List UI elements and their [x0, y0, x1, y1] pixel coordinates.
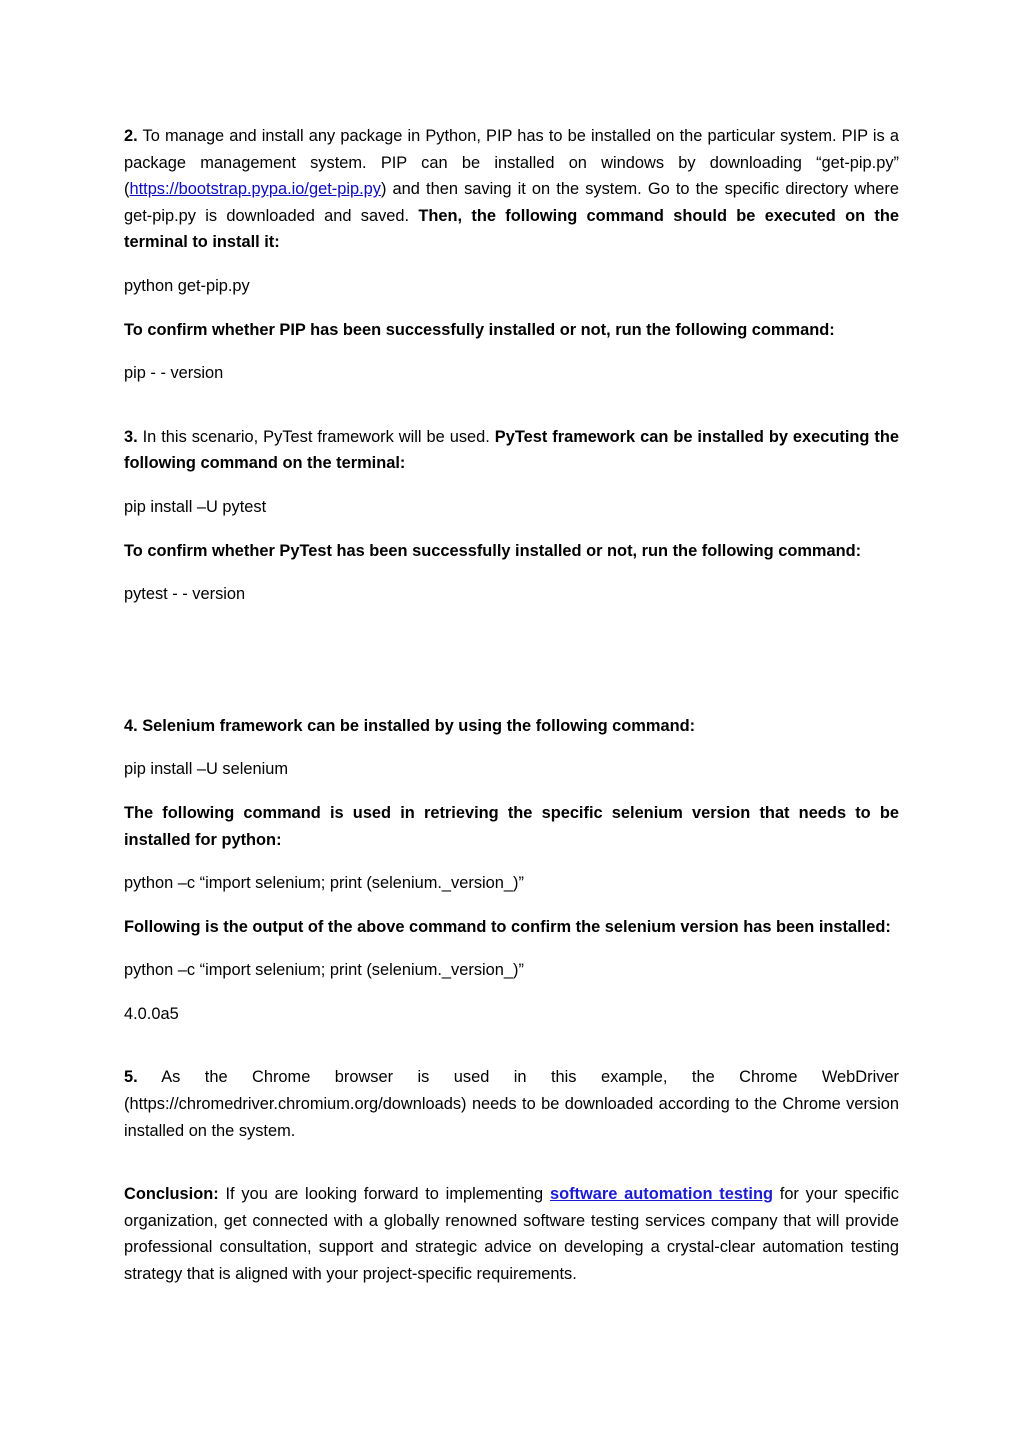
step-2-paragraph [124, 123, 899, 256]
step-2-text-2: ) and then saving it on the system. Go to the specific directory where get-pip.py is downloaded and saved. [124, 180, 899, 225]
software-automation-testing-link[interactable]: software automation testing [549, 1185, 773, 1204]
step-3-confirm-command: pytest - - version [124, 585, 246, 604]
step-3-bold-instruction: PyTest framework can be installed by executing the following command on the terminal: [124, 427, 899, 473]
step-4-command: pip install –U selenium [124, 760, 288, 779]
conclusion-text-1: If you are looking forward to implementing [218, 1185, 550, 1204]
document-page [124, 123, 899, 1288]
step-5-paragraph [124, 1064, 899, 1144]
step-4-heading: 4. Selenium framework can be installed by using the following command: [124, 716, 696, 735]
step-4-version-instruction: The following command is used in retrieving the specific selenium version that needs to be installed for python: [124, 803, 899, 849]
step-2-bold-instruction: Then, the following command should be executed on the terminal to install it: [124, 206, 899, 252]
step-5-number: 5. [124, 1068, 138, 1087]
get-pip-link[interactable]: https://bootstrap.pypa.io/get-pip.py [129, 180, 381, 199]
step-4-output-command: python –c “import selenium; print (selenium._version_)” [124, 961, 524, 980]
step-2-confirm-instruction: To confirm whether PIP has been successfully installed or not, run the following command: [124, 320, 835, 339]
step-2-command: python get-pip.py [124, 276, 250, 295]
step-4-version-command: python –c “import selenium; print (selenium._version_)” [124, 874, 524, 893]
step-3-command: pip install –U pytest [124, 497, 267, 516]
step-3-paragraph [124, 424, 899, 477]
step-2-number: 2. [124, 127, 138, 145]
step-3-text-1: In this scenario, PyTest framework will be used. [137, 427, 495, 446]
step-2-text-1: To manage and install any package in Python, PIP has to be installed on the particular system. PIP is a package management system. PIP can be installed on windows by downloading “get-pip.py” ( [124, 127, 899, 199]
conclusion-text-2: for your specific organization, get connected with a globally renowned software testing services company that will provide professional consultation, support and strategic advice on developing a crystal-clear automation testing strategy that is aligned with your project-specific requirements. [124, 1185, 900, 1284]
step-4-output-value: 4.0.0a5 [124, 1004, 179, 1023]
conclusion-label: Conclusion: [124, 1185, 219, 1204]
step-5-text: As the Chrome browser is used in this example, the Chrome WebDriver (https://chromedriver.chromium.org/downloads) needs to be downloaded according to the Chrome version installed on the system. [124, 1068, 899, 1140]
step-3-number: 3. [124, 427, 138, 446]
step-2-confirm-command: pip - - version [124, 364, 224, 383]
step-4-output-instruction: Following is the output of the above command to confirm the selenium version has been installed: [124, 917, 891, 936]
step-3-confirm-instruction: To confirm whether PyTest has been successfully installed or not, run the following command: [124, 541, 862, 560]
conclusion-paragraph [124, 1181, 899, 1287]
